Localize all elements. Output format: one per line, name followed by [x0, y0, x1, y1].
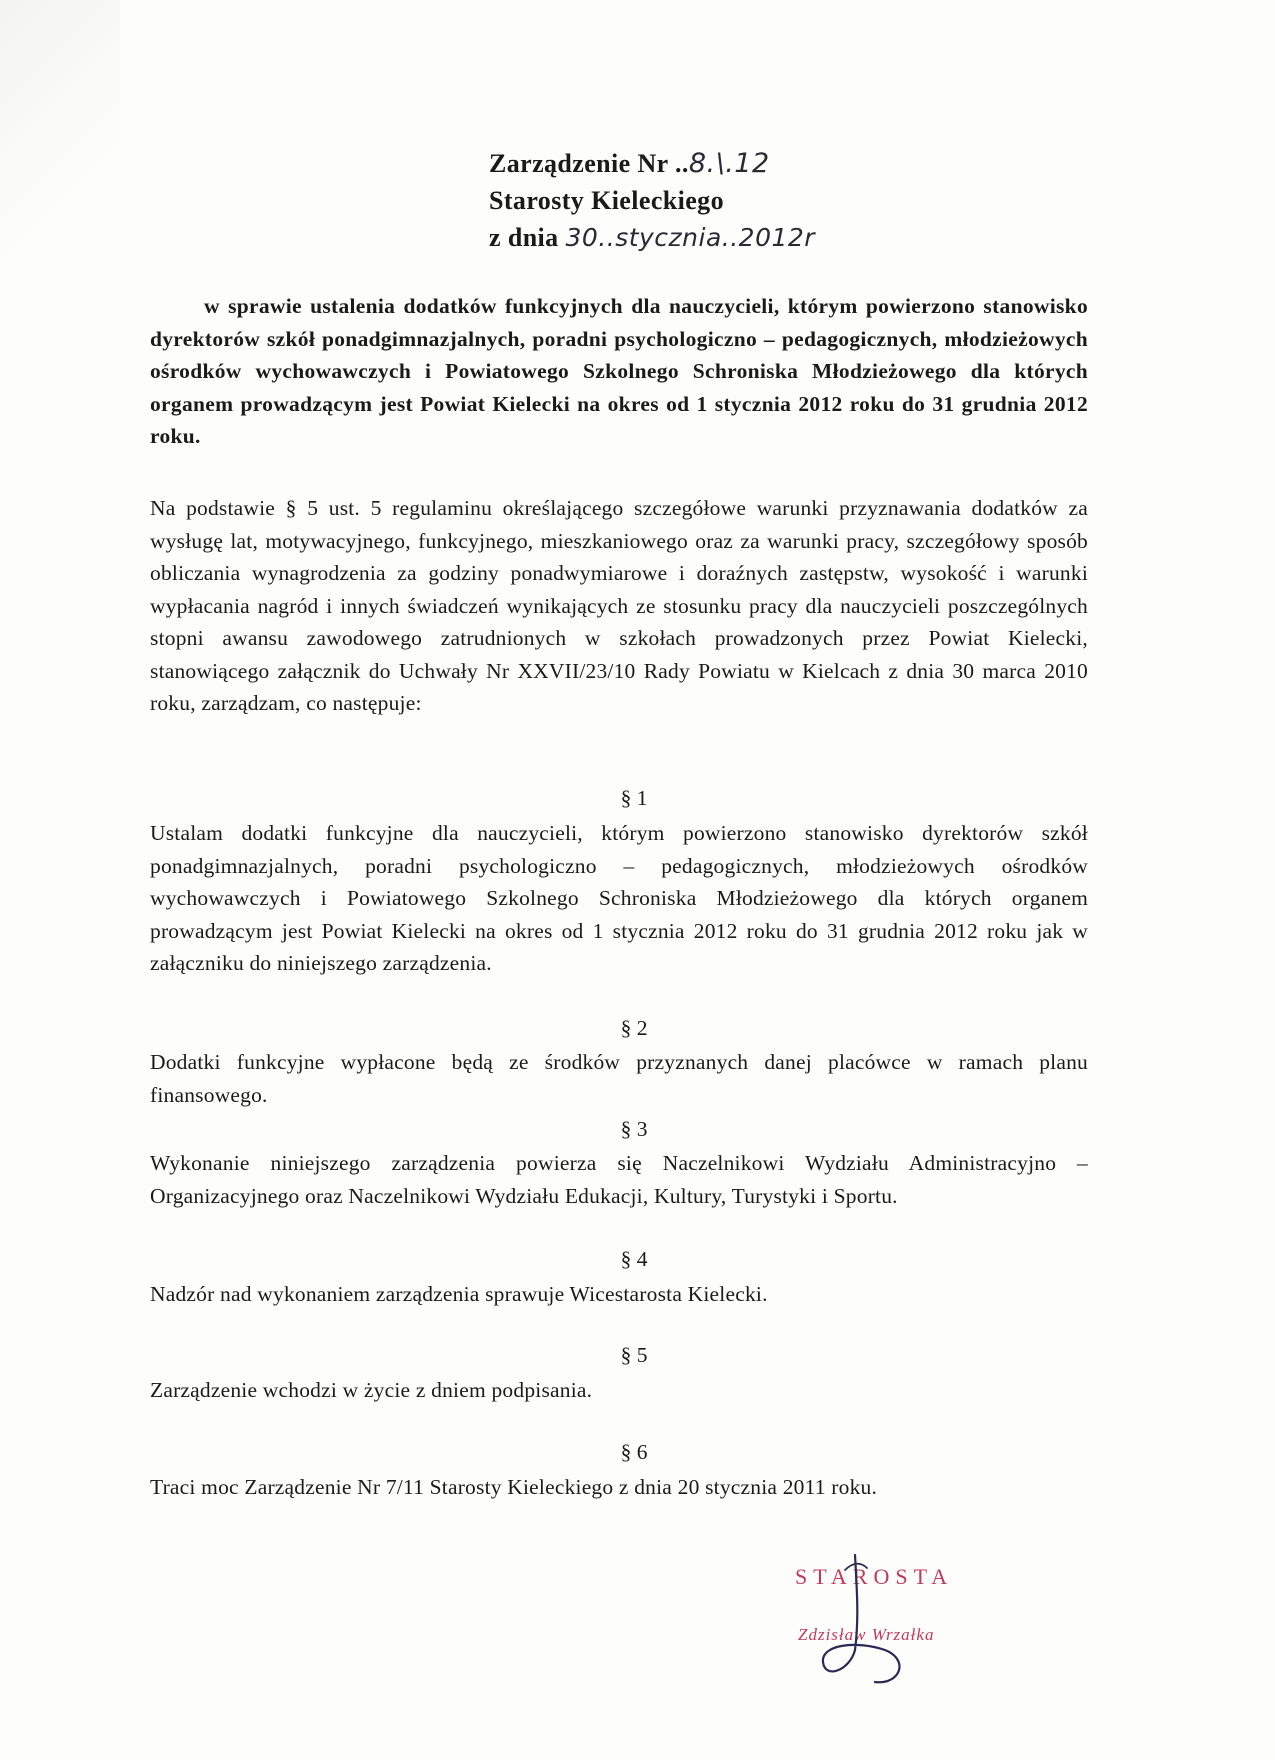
order-number-line [489, 145, 909, 182]
issuing-authority: Starosty Kieleckiego [489, 186, 724, 215]
document-subject: w sprawie ustalenia dodatków funkcyjnych dla nauczycieli, którym powierzono stanowisko dyrektorów szkół ponadgimnazjalnych, poradni psychologiczno – pedagogicznych, młodzieżowych ośrodków wychowawczych i Powiatowego Szkolnego Schroniska Młodzieżowego dla których organem prowadzącym jest Powiat Kielecki na okres od 1 stycznia 2012 roku do 31 grudnia 2012 roku. [150, 294, 1088, 448]
paragraph-2-text: Dodatki funkcyjne wypłacone będą ze środków przyznanych danej placówce w ramach planu finansowego. [150, 1050, 1088, 1107]
paragraph-4-text: Nadzór nad wykonaniem zarządzenia sprawuje Wicestarosta Kielecki. [150, 1282, 768, 1306]
legal-basis: Na podstawie § 5 ust. 5 regulaminu określającego szczegółowe warunki przyznawania dodatków za wysługę lat, motywacyjnego, funkcyjnego, mieszkaniowego oraz za warunki pracy, szczegółowy sposób obliczania wynagrodzenia za godziny ponadwymiarowe i doraźnych zastępstw, wysokość i warunki wypłacania nagród i innych świadczeń wynikających ze stosunku pracy dla nauczycieli poszczególnych stopni awansu zawodowego zatrudnionych w szkołach prowadzonych przez Powiat Kielecki, stanowiącego załącznik do Uchwały Nr XXVII/23/10 Rady Powiatu w Kielcach z dnia 30 marca 2010 roku, zarządzam, co następuje: [150, 496, 1088, 715]
paragraph-5-text: Zarządzenie wchodzi w życie z dniem podpisania. [150, 1378, 593, 1402]
paragraph-6-number: § 6 [620, 1440, 648, 1464]
document-header [489, 145, 909, 256]
paragraph-3-number: § 3 [620, 1117, 648, 1141]
handwritten-signature [815, 1550, 915, 1690]
date-line [489, 219, 909, 256]
date-label: z dnia [489, 223, 566, 252]
stamp-title: STAROSTA [795, 1564, 954, 1589]
paragraph-1-text: Ustalam dodatki funkcyjne dla nauczycieli, którym powierzono stanowisko dyrektorów szkół ponadgimnazjalnych, poradni psychologiczno – pedagogicznych, młodzieżowych ośrodków wychowawczych i Powiatowego Szkolnego Schroniska Młodzieżowego dla których organem prowadzącym jest Powiat Kielecki na okres od 1 stycznia 2012 roku do 31 grudnia 2012 roku jak w załączniku do niniejszego zarządzenia. [150, 821, 1088, 975]
paragraph-3-text: Wykonanie niniejszego zarządzenia powierza się Naczelnikowi Wydziału Administracyjno – Organizacyjnego oraz Naczelnikowi Wydziału Edukacji, Kultury, Turystyki i Sportu. [150, 1151, 1088, 1208]
paragraph-1-number: § 1 [620, 786, 648, 810]
stamp-name: Zdzisław Wrzałka [798, 1625, 935, 1644]
paragraph-5-number: § 5 [620, 1343, 648, 1367]
handwritten-order-number: 8.\.12 [688, 148, 770, 179]
order-title: Zarządzenie Nr .. [489, 149, 689, 178]
scan-shadow [0, 0, 120, 260]
handwritten-date: 30..stycznia..2012r [565, 223, 816, 252]
paragraph-6-text: Traci moc Zarządzenie Nr 7/11 Starosty Kieleckiego z dnia 20 stycznia 2011 roku. [150, 1475, 878, 1499]
paragraph-4-number: § 4 [620, 1247, 648, 1271]
signature-block [0, 400, 1275, 1760]
paragraph-2-number: § 2 [620, 1016, 648, 1040]
